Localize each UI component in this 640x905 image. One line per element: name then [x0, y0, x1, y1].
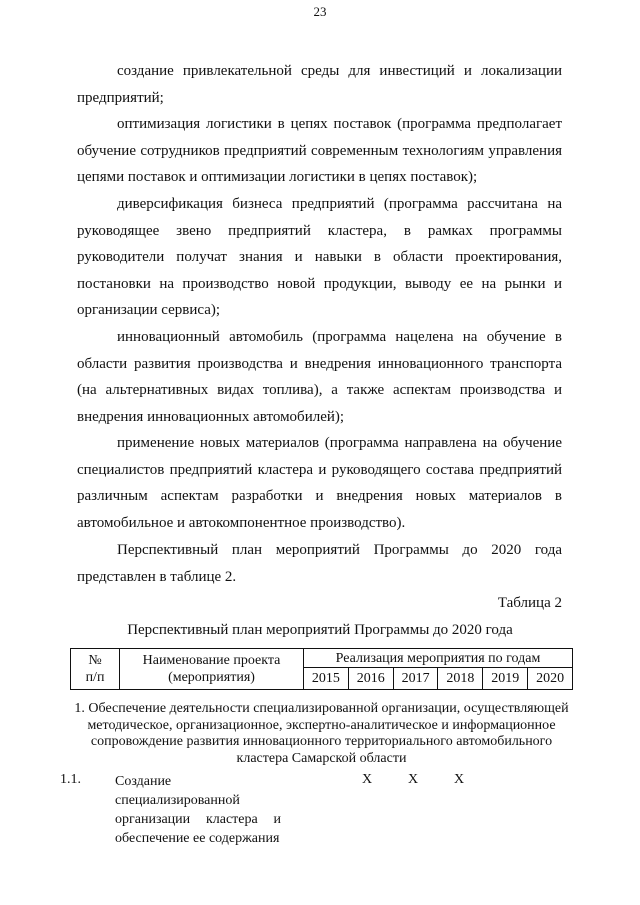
header-year: 2017	[393, 668, 438, 690]
paragraph-text: Перспективный план мероприятий Программы до 2020 года представлен в таблице 2.	[77, 542, 562, 585]
paragraph-text: диверсификация бизнеса предприятий (программа рассчитана на руководящее звено предприятий кластера, в рамках программы руководители получат знания и навыки в области проектирования, постановки на производство новой продукции, выводу ее на рынки и организации сервиса);	[77, 196, 562, 318]
header-number: № п/п	[71, 649, 120, 690]
header-year: 2015	[304, 668, 349, 690]
paragraph-new-materials	[77, 430, 562, 536]
paragraph-innovative-car	[77, 324, 562, 430]
header-year: 2020	[528, 668, 573, 690]
table-title: Перспективный план мероприятий Программы до 2020 года	[127, 622, 513, 638]
paragraph-text: инновационный автомобиль (программа нацелена на обучение в области развития производства и внедрения инновационного транспорта (на альтернативных видах топлива), а также аспектам производства и внедрения инновационных автомобилей);	[77, 329, 562, 425]
paragraph-logistics	[77, 111, 562, 191]
header-year: 2018	[438, 668, 483, 690]
header-years-group: Реализация мероприятия по годам	[304, 649, 573, 668]
paragraph-diversification	[77, 191, 562, 324]
paragraph-plan-intro	[77, 537, 562, 590]
table-label: Таблица 2	[497, 595, 562, 611]
section-heading: 1. Обеспечение деятельности специализированной организации, осуществляющей методическое, организационное, экспертно-аналитическое и информационное сопровождение развития инновационного территориального автомобильного кластера Самарской области	[74, 701, 569, 766]
year-mark: X	[454, 772, 465, 787]
row-project-name: Создание специализированной организации кластера и обеспечение ее содержания	[115, 774, 281, 846]
header-year: 2016	[348, 668, 393, 690]
plan-table	[70, 648, 573, 690]
header-year: 2019	[483, 668, 528, 690]
header-project-name: Наименование проекта (мероприятия)	[120, 649, 304, 690]
paragraph-text: оптимизация логистики в цепях поставок (программа предполагает обучение сотрудников предприятий современным технологиям управления цепями поставок и оптимизации логистики в цепях поставок);	[77, 116, 562, 185]
paragraph-text: создание привлекательной среды для инвестиций и локализации предприятий;	[77, 63, 562, 106]
row-number: 1.1.	[60, 772, 81, 787]
paragraph-investment	[77, 58, 562, 111]
page-number: 23	[313, 4, 327, 19]
year-mark: X	[362, 772, 373, 787]
year-mark: X	[408, 772, 419, 787]
paragraph-text: применение новых материалов (программа направлена на обучение специалистов предприятий кластера и руководящего состава предприятий различным аспектам разработки и внедрения новых материалов в автомобильное и автокомпонентное производство).	[77, 435, 562, 531]
